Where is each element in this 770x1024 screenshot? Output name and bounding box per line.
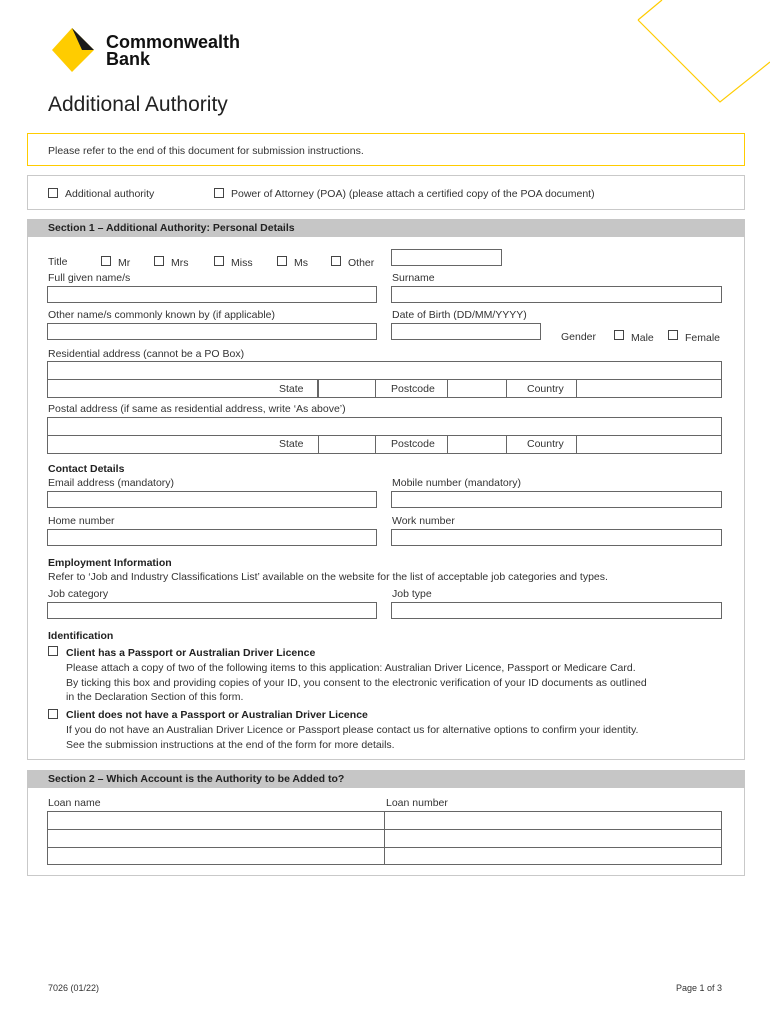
given-names-label: Full given name/s [48, 272, 131, 284]
loan-name-field-1[interactable] [48, 812, 383, 829]
title-ms-label: Ms [294, 257, 308, 269]
contact-heading: Contact Details [48, 463, 125, 475]
brand-name-line1: Commonwealth [106, 32, 241, 52]
additional-authority-label: Additional authority [65, 188, 155, 200]
postal-country-label: Country [527, 438, 564, 450]
postal-address-field[interactable] [47, 417, 722, 436]
id-no-passport-label: Client does not have a Passport or Australian Driver Licence [66, 709, 368, 721]
postal-postcode-field[interactable] [447, 435, 507, 454]
poa-checkbox[interactable] [214, 188, 224, 198]
page-title: Additional Authority [48, 93, 228, 116]
id-has-passport-text-2: By ticking this box and providing copies of your ID, you consent to the electronic verification of your ID documents as outlined [66, 677, 647, 689]
notice-text: Please refer to the end of this document for submission instructions. [48, 145, 364, 157]
loan-name-field-3[interactable] [48, 848, 383, 864]
loan-number-label: Loan number [386, 797, 448, 809]
employment-note: Refer to ‘Job and Industry Classifications List’ available on the website for the list of acceptable job categories and types. [48, 571, 608, 583]
residential-address-field[interactable] [47, 361, 722, 380]
title-other-label: Other [348, 257, 375, 269]
given-names-field[interactable] [47, 286, 377, 303]
job-category-label: Job category [48, 588, 109, 600]
job-category-field[interactable] [47, 602, 377, 619]
title-mr-checkbox[interactable] [101, 256, 111, 266]
brand-name-line2: Bank [106, 49, 151, 69]
title-mr-label: Mr [118, 257, 131, 269]
title-label: Title [48, 256, 68, 268]
postal-label: Postal address (if same as residential address, write ‘As above’) [48, 403, 346, 415]
work-field[interactable] [391, 529, 722, 546]
loan-number-field-2[interactable] [386, 830, 721, 847]
title-miss-label: Miss [231, 257, 253, 269]
title-ms-checkbox[interactable] [277, 256, 287, 266]
surname-field[interactable] [391, 286, 722, 303]
postal-postcode-label: Postcode [391, 438, 435, 450]
other-names-label: Other name/s commonly known by (if applicable) [48, 309, 276, 321]
gender-label: Gender [561, 331, 597, 343]
other-names-field[interactable] [47, 323, 377, 340]
footer-page: Page 1 of 3 [676, 983, 723, 993]
residential-label: Residential address (cannot be a PO Box) [48, 348, 245, 360]
gender-female-checkbox[interactable] [668, 330, 678, 340]
residential-state-field[interactable] [318, 379, 376, 398]
decorative-diamond-outline [600, 0, 770, 110]
employment-heading: Employment Information [48, 557, 172, 569]
id-has-passport-text-1: Please attach a copy of two of the following items to this application: Australian Driver Licence, Passport or Medicare Card. [66, 662, 636, 674]
section-1-header [27, 219, 745, 237]
residential-postcode-field[interactable] [447, 379, 507, 398]
loan-number-field-1[interactable] [386, 812, 721, 829]
additional-authority-checkbox[interactable] [48, 188, 58, 198]
section-2-header [27, 770, 745, 788]
residential-country-label: Country [527, 383, 564, 395]
title-mrs-checkbox[interactable] [154, 256, 164, 266]
surname-label: Surname [392, 272, 435, 284]
loan-name-field-2[interactable] [48, 830, 383, 847]
email-field[interactable] [47, 491, 377, 508]
dob-field[interactable] [391, 323, 541, 340]
gender-male-checkbox[interactable] [614, 330, 624, 340]
id-has-passport-checkbox[interactable] [48, 646, 58, 656]
dob-label: Date of Birth (DD/MM/YYYY) [392, 309, 527, 321]
work-label: Work number [392, 515, 455, 527]
loan-table-divider [384, 811, 385, 865]
residential-state-label-text: State [279, 383, 304, 395]
footer-code: 7026 (01/22) [48, 983, 100, 993]
residential-country-field[interactable] [576, 379, 722, 398]
home-label: Home number [48, 515, 115, 527]
identification-heading: Identification [48, 630, 114, 642]
id-no-passport-text-2: See the submission instructions at the end of the form for more details. [66, 739, 395, 751]
title-miss-checkbox[interactable] [214, 256, 224, 266]
postal-country-field[interactable] [576, 435, 722, 454]
gender-male-label: Male [631, 332, 654, 344]
title-mrs-label: Mrs [171, 257, 189, 269]
home-field[interactable] [47, 529, 377, 546]
title-other-checkbox[interactable] [331, 256, 341, 266]
id-has-passport-label: Client has a Passport or Australian Driver Licence [66, 647, 316, 659]
postal-state-label: State [279, 438, 304, 450]
residential-street-cell[interactable] [48, 380, 318, 397]
id-no-passport-text-1: If you do not have an Australian Driver Licence or Passport please contact us for alternative options to confirm your identity. [66, 724, 639, 736]
id-has-passport-text-3: in the Declaration Section of this form. [66, 691, 244, 703]
mobile-label: Mobile number (mandatory) [392, 477, 521, 489]
gender-female-label: Female [685, 332, 721, 344]
job-type-field[interactable] [391, 602, 722, 619]
mobile-field[interactable] [391, 491, 722, 508]
id-no-passport-checkbox[interactable] [48, 709, 58, 719]
section-2-heading: Section 2 – Which Account is the Authority to be Added to? [48, 773, 345, 785]
title-other-field[interactable] [391, 249, 502, 266]
loan-number-field-3[interactable] [386, 848, 721, 864]
section-1-heading: Section 1 – Additional Authority: Personal Details [48, 222, 295, 234]
loan-name-label: Loan name [48, 797, 101, 809]
email-label: Email address (mandatory) [48, 477, 175, 489]
postal-street-cell[interactable] [48, 436, 318, 453]
postal-state-field[interactable] [318, 435, 376, 454]
commonwealth-bank-logo-icon [46, 24, 102, 76]
residential-postcode-label: Postcode [391, 383, 435, 395]
poa-label: Power of Attorney (POA) (please attach a certified copy of the POA document) [231, 188, 595, 200]
job-type-label: Job type [392, 588, 432, 600]
